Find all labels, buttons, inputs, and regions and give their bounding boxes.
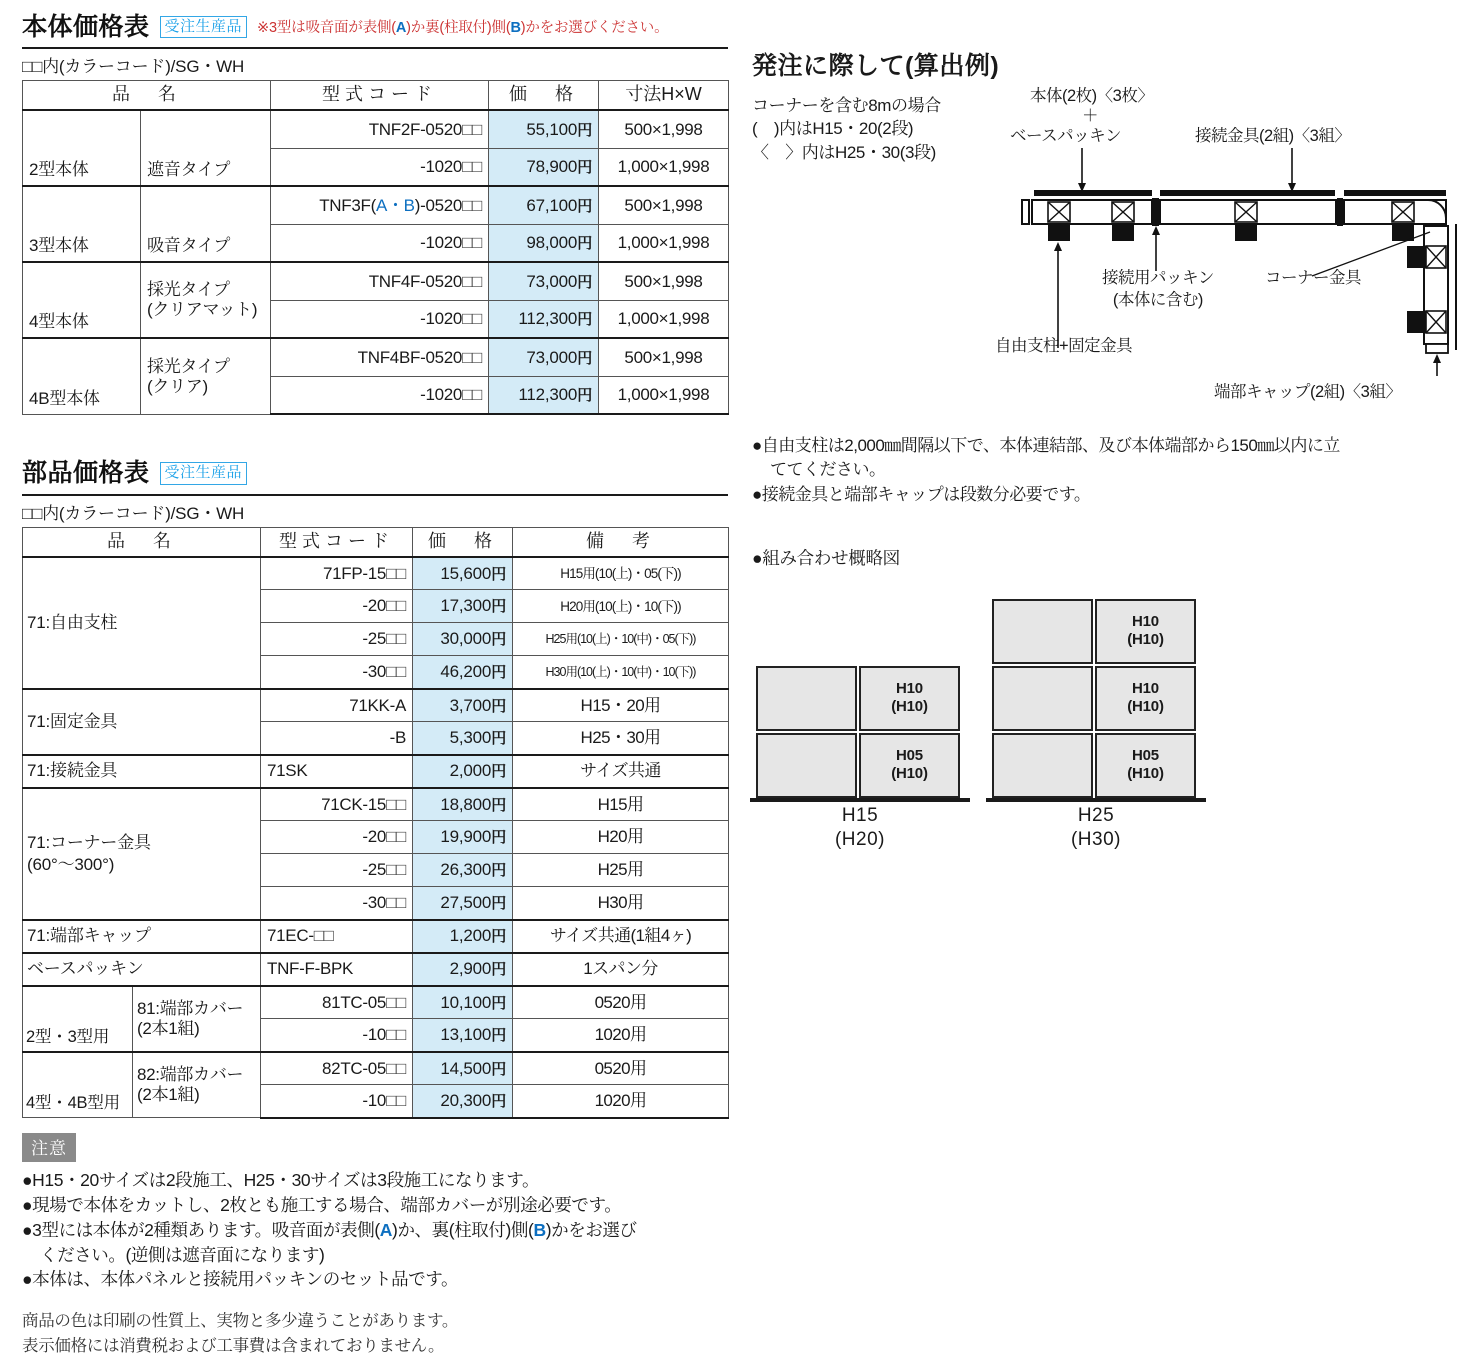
row-subname-2gata: 遮音タイプ xyxy=(141,110,271,186)
combo-label-main: H10 xyxy=(1132,612,1159,630)
end-cover-line1: 82:端部カバー xyxy=(137,1065,244,1085)
row-subname-4bgata xyxy=(141,338,271,414)
label-corner-metal: コーナー金具 xyxy=(1265,269,1361,288)
code-cell: -1020□□ xyxy=(271,148,489,186)
price-cell: 2,000円 xyxy=(413,755,513,788)
tail-note-line: 商品の色は印刷の性質上、実物と多少違うことがあります。 xyxy=(22,1312,459,1331)
combo-caption-right xyxy=(992,804,1200,853)
remark-cell: H15・20用 xyxy=(513,689,729,722)
table-row xyxy=(23,110,729,148)
body-price-header xyxy=(22,14,728,40)
table-row xyxy=(23,262,729,300)
price-cell: 18,800円 xyxy=(413,788,513,821)
row-name-corner-metal xyxy=(23,788,261,920)
label-base-packing: ベースパッキン xyxy=(1010,127,1122,146)
table-row xyxy=(23,920,729,953)
dim-cell: 500×1,998 xyxy=(599,110,729,148)
subname-line1: 採光タイプ xyxy=(147,356,230,376)
combo-panel-text xyxy=(1127,747,1164,784)
combo-label-paren: (H10) xyxy=(1127,698,1164,716)
dim-cell: 500×1,998 xyxy=(599,186,729,224)
price-cell: 15,600円 xyxy=(413,557,513,590)
code-cell: -1020□□ xyxy=(271,300,489,338)
code-cell: -25□□ xyxy=(261,623,413,656)
price-cell: 78,900円 xyxy=(489,148,599,186)
code-cell: -1020□□ xyxy=(271,376,489,414)
plus-sign: ＋ xyxy=(1082,107,1098,126)
combo-panel-blank xyxy=(992,666,1093,731)
order-bullets xyxy=(752,434,1442,506)
order-bullet-continued-text: ててください。 xyxy=(770,460,886,480)
body-price-title: 本体価格表 xyxy=(22,13,150,41)
remark-cell: 0520用 xyxy=(513,986,729,1019)
combo-panel-text xyxy=(891,680,928,717)
combo-label-main: H05 xyxy=(896,746,923,764)
combination-diagram xyxy=(752,578,1312,851)
code-cell: -10□□ xyxy=(261,1085,413,1118)
combo-panel-left-row1 xyxy=(859,666,960,731)
order-example-title: 発注に際して(算出例) xyxy=(752,52,1000,80)
caution-item: ●3型には本体が2種類あります。吸音面が表側(A)か、裏(柱取付)側(B)かをお選び xyxy=(22,1219,637,1240)
row-name-4bgata: 4B型本体 xyxy=(23,338,141,414)
code-cell: -25□□ xyxy=(261,854,413,887)
free-post-leader xyxy=(1054,242,1062,348)
code-cell: TNF4BF-0520□□ xyxy=(271,338,489,376)
order-bullet: ●接続金具と端部キャップは段数分必要です。 xyxy=(752,484,1091,504)
price-cell: 73,000円 xyxy=(489,262,599,300)
caution-badge: 注意 xyxy=(22,1133,76,1162)
price-cell: 55,100円 xyxy=(489,110,599,148)
caution-item: ●現場で本体をカットし、2枚とも施工する場合、端部カバーが別途必要です。 xyxy=(22,1194,622,1215)
remark-cell: H30用 xyxy=(513,887,729,920)
combo-caption-paren: (H20) xyxy=(834,829,885,851)
row-name-joint-metal: 71:接続金具 xyxy=(23,755,261,788)
subname-line1: 採光タイプ xyxy=(147,280,230,300)
price-cell: 30,000円 xyxy=(413,623,513,656)
code-cell: 71EC-□□ xyxy=(261,920,413,953)
combo-panel-right-row2 xyxy=(1095,666,1196,731)
code-cell: -1020□□ xyxy=(271,224,489,262)
row-name-end-cap: 71:端部キャップ xyxy=(23,920,261,953)
price-cell: 2,900円 xyxy=(413,953,513,986)
vertical-rail xyxy=(1407,224,1457,353)
col-header-remark: 備 考 xyxy=(513,527,729,557)
col-header-code: 型式コード xyxy=(271,81,489,111)
caution-item-continued-text: ください。(逆側は遮音面になります) xyxy=(40,1244,325,1265)
code-cell: -20□□ xyxy=(261,590,413,623)
dim-cell: 1,000×1,998 xyxy=(599,300,729,338)
tail-note-line: 表示価格には消費税および工事費は含まれておりません。 xyxy=(22,1336,445,1355)
col-header-price: 価 格 xyxy=(413,527,513,557)
label-joint-metal: 接続金具(2組)〈3組〉 xyxy=(1195,127,1351,146)
caution-item: ●本体は、本体パネルと接続用パッキンのセット品です。 xyxy=(22,1269,459,1290)
fence-diagram-svg xyxy=(752,86,1442,376)
dim-cell: 500×1,998 xyxy=(599,262,729,300)
dim-cell: 1,000×1,998 xyxy=(599,376,729,414)
row-name-3gata: 3型本体 xyxy=(23,186,141,262)
table-row xyxy=(23,788,729,821)
combo-label-paren: (H10) xyxy=(891,765,928,783)
price-cell: 112,300円 xyxy=(489,300,599,338)
remark-cell: 1020用 xyxy=(513,1085,729,1118)
end-cover-line2: (2本1組) xyxy=(137,1085,200,1105)
combo-label-main: H05 xyxy=(1132,746,1159,764)
legend-line: ( )内はH15・20(2段) xyxy=(752,119,914,139)
code-cell: -30□□ xyxy=(261,887,413,920)
code-cell: 71SK xyxy=(261,755,413,788)
code-cell: TNF2F-0520□□ xyxy=(271,110,489,148)
code-cell: TNF-F-BPK xyxy=(261,953,413,986)
legend-line: 〈 〉内はH25・30(3段) xyxy=(752,142,936,162)
row-name-base-packing: ベースパッキン xyxy=(23,953,261,986)
remark-cell: サイズ共通(1組4ヶ) xyxy=(513,920,729,953)
code-cell: TNF3F(A・B)-0520□□ xyxy=(271,186,489,224)
combo-label-main: H10 xyxy=(1132,679,1159,697)
made-to-order-badge-body: 受注生産品 xyxy=(160,16,248,38)
price-cell: 26,300円 xyxy=(413,854,513,887)
table-row xyxy=(23,986,729,1019)
price-cell: 17,300円 xyxy=(413,590,513,623)
corner-name-line2: (60°〜300°) xyxy=(27,854,115,874)
horizontal-rail xyxy=(1022,198,1446,226)
row-name-free-post: 71:自由支柱 xyxy=(23,557,261,689)
col-header-price: 価 格 xyxy=(489,81,599,111)
left-column xyxy=(22,14,728,1359)
parts-price-title: 部品価格表 xyxy=(22,459,150,488)
price-cell: 27,500円 xyxy=(413,887,513,920)
table-row xyxy=(23,1052,729,1085)
panel-top-bars xyxy=(1034,190,1446,196)
combo-panel-left-row2 xyxy=(859,733,960,798)
price-cell: 46,200円 xyxy=(413,656,513,689)
remark-cell: H25用(10(上)・10(中)・05(下)) xyxy=(513,623,729,656)
price-cell: 67,100円 xyxy=(489,186,599,224)
combo-panel-blank xyxy=(756,666,857,731)
order-bullet: ●自由支柱は2,000㎜間隔以下で、本体連結部、及び本体端部から150㎜以内に立 xyxy=(752,436,1340,456)
row-subname-end-cover-81 xyxy=(133,986,261,1052)
body-price-table xyxy=(22,80,729,415)
col-header-dim: 寸法H×W xyxy=(599,81,729,111)
combo-panel-text xyxy=(1127,613,1164,650)
combo-panel-right-row3 xyxy=(1095,733,1196,798)
price-cell: 10,100円 xyxy=(413,986,513,1019)
label-end-cap: 端部キャップ(2組)〈3組〉 xyxy=(1214,383,1402,402)
dim-cell: 1,000×1,998 xyxy=(599,148,729,186)
caution-item-continued xyxy=(22,1243,728,1268)
price-cell: 112,300円 xyxy=(489,376,599,414)
code-cell: -B xyxy=(261,722,413,755)
remark-cell: 1スパン分 xyxy=(513,953,729,986)
combo-label-main: H10 xyxy=(896,679,923,697)
row-subname-3gata: 吸音タイプ xyxy=(141,186,271,262)
code-cell: -30□□ xyxy=(261,656,413,689)
combo-caption-main: H25 xyxy=(1077,804,1115,826)
price-cell: 13,100円 xyxy=(413,1019,513,1052)
body-table-header-row xyxy=(23,81,729,111)
caution-item: ●H15・20サイズは2段施工、H25・30サイズは3段施工になります。 xyxy=(22,1169,540,1190)
code-cell: 81TC-05□□ xyxy=(261,986,413,1019)
combo-panel-text xyxy=(891,747,928,784)
parts-price-header xyxy=(22,460,728,486)
remark-cell: H30用(10(上)・10(中)・10(下)) xyxy=(513,656,729,689)
parts-colorcode-line: □□内(カラーコード)/SG・WH xyxy=(22,494,728,524)
row-name-4gata: 4型本体 xyxy=(23,262,141,338)
combo-panel-text xyxy=(1127,680,1164,717)
code-cell: 71FP-15□□ xyxy=(261,557,413,590)
tail-note xyxy=(22,1309,728,1359)
price-cell: 3,700円 xyxy=(413,689,513,722)
remark-cell: H15用 xyxy=(513,788,729,821)
combo-label-paren: (H10) xyxy=(891,698,928,716)
corner-name-line1: 71:コーナー金具 xyxy=(27,832,151,852)
col-header-name: 品 名 xyxy=(23,527,261,557)
price-cell: 5,300円 xyxy=(413,722,513,755)
row-name-2gata: 2型本体 xyxy=(23,110,141,186)
price-cell: 19,900円 xyxy=(413,821,513,854)
remark-cell: H20用 xyxy=(513,821,729,854)
price-cell: 14,500円 xyxy=(413,1052,513,1085)
price-cell: 20,300円 xyxy=(413,1085,513,1118)
end-cover-line2: (2本1組) xyxy=(137,1018,200,1038)
table-row xyxy=(23,186,729,224)
ground-line-right xyxy=(986,798,1206,802)
row-subname-4gata xyxy=(141,262,271,338)
remark-cell: H25用 xyxy=(513,854,729,887)
code-cell: TNF4F-0520□□ xyxy=(271,262,489,300)
combo-panel-blank xyxy=(992,733,1093,798)
table-row xyxy=(23,953,729,986)
row-name-fixing-metal: 71:固定金具 xyxy=(23,689,261,755)
right-column xyxy=(752,46,1442,851)
fence-layout-diagram xyxy=(752,86,1442,402)
code-cell: -10□□ xyxy=(261,1019,413,1052)
remark-cell: 0520用 xyxy=(513,1052,729,1085)
legend-line: コーナーを含む8mの場合 xyxy=(752,96,941,115)
price-cell: 1,200円 xyxy=(413,920,513,953)
ground-line-left xyxy=(750,798,970,802)
end-cap-leader xyxy=(1433,354,1441,376)
combo-panel-blank xyxy=(756,733,857,798)
col-header-name: 品 名 xyxy=(23,81,271,111)
remark-cell: H20用(10(上)・10(下)) xyxy=(513,590,729,623)
joint-packing-line2: (本体に含む) xyxy=(1112,290,1203,309)
combination-title: ●組み合わせ概略図 xyxy=(752,547,900,568)
code-cell: 82TC-05□□ xyxy=(261,1052,413,1085)
combo-caption-left xyxy=(756,804,964,853)
combo-label-paren: (H10) xyxy=(1127,631,1164,649)
body-colorcode-line: □□内(カラーコード)/SG・WH xyxy=(22,47,728,77)
order-bullet-continued xyxy=(752,458,1442,482)
remark-cell: H25・30用 xyxy=(513,722,729,755)
dim-cell: 500×1,998 xyxy=(599,338,729,376)
row-name-4gata-4bgata: 4型・4B型用 xyxy=(23,1052,133,1118)
code-cell: -20□□ xyxy=(261,821,413,854)
col-header-code: 型式コード xyxy=(261,527,413,557)
joint-packing-leader xyxy=(1152,226,1160,271)
table-row xyxy=(23,689,729,722)
code-cell: 71KK-A xyxy=(261,689,413,722)
caution-section xyxy=(22,1133,728,1359)
code-cell: 71CK-15□□ xyxy=(261,788,413,821)
table-row xyxy=(23,755,729,788)
leader-lines-group xyxy=(1078,148,1296,192)
label-free-post: 自由支柱+固定金具 xyxy=(995,337,1133,356)
dim-cell: 1,000×1,998 xyxy=(599,224,729,262)
body-price-note: ※3型は吸音面が表側(A)か裏(柱取付)側(B)かをお選びください。 xyxy=(257,20,669,37)
combo-panel-right-row1 xyxy=(1095,599,1196,664)
caution-list xyxy=(22,1168,728,1292)
remark-cell: 1020用 xyxy=(513,1019,729,1052)
remark-cell: H15用(10(上)・05(下)) xyxy=(513,557,729,590)
price-cell: 98,000円 xyxy=(489,224,599,262)
combo-label-paren: (H10) xyxy=(1127,765,1164,783)
combo-caption-main: H15 xyxy=(841,804,879,826)
parts-table-header-row xyxy=(23,527,729,557)
price-cell: 73,000円 xyxy=(489,338,599,376)
row-name-2gata-3gata: 2型・3型用 xyxy=(23,986,133,1052)
label-joint-packing xyxy=(1102,268,1214,311)
parts-price-table xyxy=(22,527,729,1119)
subname-line2: (クリア) xyxy=(147,376,208,396)
combo-caption-paren: (H30) xyxy=(1070,829,1121,851)
combo-panel-blank xyxy=(992,599,1093,664)
table-row xyxy=(23,338,729,376)
subname-line2: (クリアマット) xyxy=(147,300,258,320)
remark-cell: サイズ共通 xyxy=(513,755,729,788)
row-subname-end-cover-82 xyxy=(133,1052,261,1118)
end-cover-line1: 81:端部カバー xyxy=(137,998,244,1018)
label-main-body: 本体(2枚)〈3枚〉 xyxy=(1030,87,1154,106)
table-row xyxy=(23,557,729,590)
made-to-order-badge-parts: 受注生産品 xyxy=(160,462,248,484)
joint-packing-line1: 接続用パッキン xyxy=(1102,269,1214,288)
